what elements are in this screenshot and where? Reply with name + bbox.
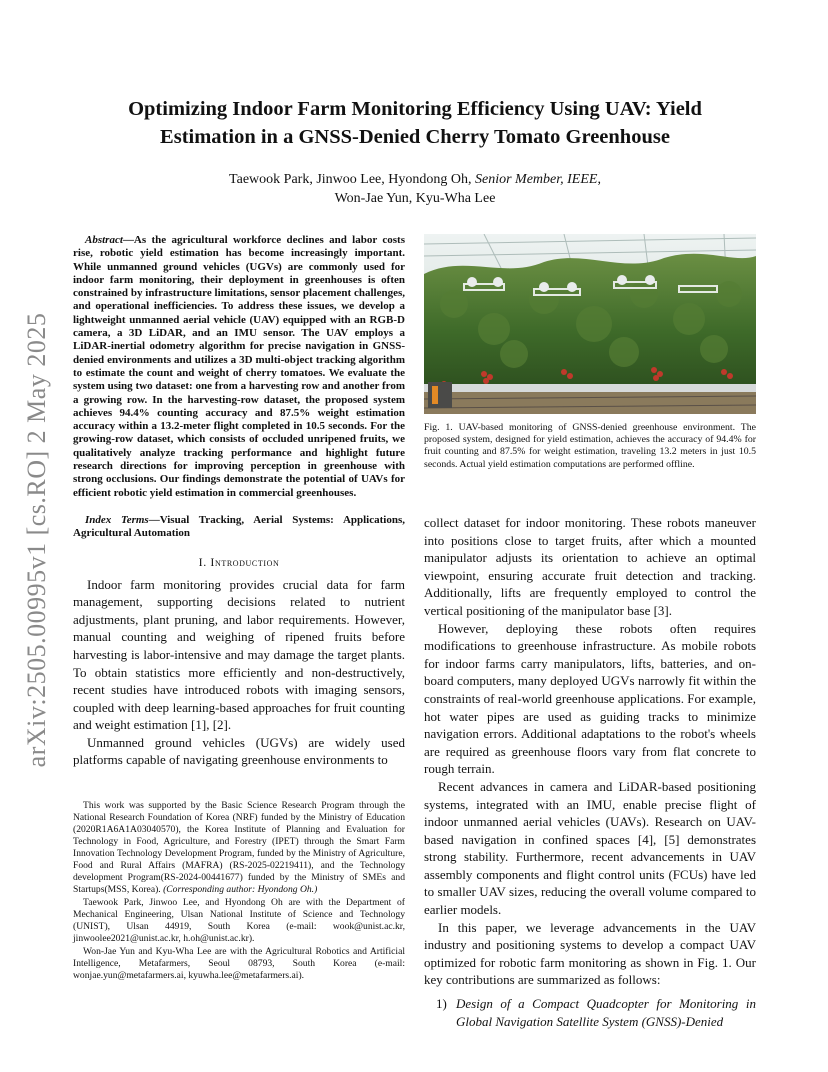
section-heading-introduction: I. Introduction [198,554,280,569]
right-paragraph-3: Recent advances in camera and LiDAR-based positioning systems, integrated with an IMU, enable precise flight of indoor unmanned aerial vehicles (UAVs). Research on UAV-based navigation in confined spaces [4], [5] demonstrates strong stability. Furthermore, recent advancements in UAV assembly components and flight control units (FCUs) have led to smaller UAV sizes, reducing the overall volume compared to earlier models. [424,778,756,918]
footnote-funding-text: This work was supported by the Basic Science Research Program through the National Research Foundation of Korea (NRF) funded by the Ministry of Education (2020R1A6A1A03040570), the Korea Institute of Planning and Evaluation for Technology in Food, Agriculture, and Forestry (IPET) through the Smart Farm Innovation Technology Development Program, funded by the Ministry of Agriculture, Food and Rural Affairs (MAFRA) (RS-2025-02219411), and the Technology development Program(RS-2024-00441677) funded by the Ministry of SMEs and Startups(MSS, Korea). [73,800,405,895]
footnote-corresponding: (Corresponding author: Hyondong Oh.) [163,884,318,895]
author-block [120,170,710,208]
right-body-text [424,514,756,1030]
intro-paragraph-1: Indoor farm monitoring provides crucial data for farm management, supporting decisions related to nutrient adjustments, plant pruning, and labor requirements. However, manual counting and weighing of ripened fruits before harvesting is labor-intensive and may damage the target plants. To obtain statistics more efficiently and non-destructively, recent studies have introduced robots with imaging sensors, coupled with deep learning-based approaches for fruit counting and weight estimation [1], [2]. [73,576,405,733]
index-terms-text: Visual Tracking, Aerial Systems: Applications, Agricultural Automation [73,513,405,540]
abstract [73,234,405,500]
abstract-label: Abstract [85,234,123,246]
footnote-affiliation-metafarmers: Won-Jae Yun and Kyu-Wha Lee are with the Agricultural Robotics and Artificial Intelligence, Metafarmers, Seoul 08793, South Korea (e-mail: wonjae.yun@metafarmers.ai, kyuwha.lee@metafarmers.ai). [73,946,405,981]
figure-caption [424,422,756,471]
figure-greenhouse-uav-photo [424,234,756,414]
right-paragraph-1: collect dataset for indoor monitoring. These robots maneuver into positions close to target fruits, after which a mounted manipulator adjusts its orientation to achieve an optimal viewpoint, ensuring accurate fruit detection and tracking. Additionally, lifts are frequently employed to control the vertical positioning of the manipulator base [3]. [424,515,756,618]
list-item-1-number: 1) [436,996,447,1012]
author-role: Senior Member, IEEE [474,172,598,187]
contribution-list-item-1 [424,995,756,1030]
list-item-1-text: Design of a Compact Quadcopter for Monitoring in Global Navigation Satellite System (GNSS)-Denied [456,996,756,1029]
author-line-1 [120,170,710,189]
index-terms [73,514,405,541]
abstract-dash: — [122,234,134,246]
title-line-2: Estimation in a GNSS-Denied Cherry Tomato Greenhouse [160,126,670,148]
footnote-funding [73,800,405,896]
footnotes [73,800,405,983]
right-paragraph-2: However, deploying these robots often requires modifications to greenhouse infrastructure. As mobile robots for indoor farms carry manipulators, lifts, batteries, and on-board computers, many deployed UGVs narrowly fit within the constraints of real-world greenhouse applications. For example, hot water pipes are used as guiding tracks to minimize navigation errors. Additional adaptations to the robot's wheels are required as greenhouse floors vary from flat concrete to rough terrain. [424,620,756,777]
author-line-2: Won-Jae Yun, Kyu-Wha Lee [334,191,496,206]
figure-caption-label: Fig. 1. [424,422,453,433]
paper-title [70,95,760,151]
right-paragraph-4: In this paper, we leverage advancements in the UAV industry and positioning systems to develop a compact UAV optimized for robotic farm monitoring as shown in Fig. 1. Our key contributions are summarized as follows: [424,919,756,988]
arxiv-stamp: arXiv:2505.00995v1 [cs.RO] 2 May 2025 [22,312,51,768]
title-line-1: Optimizing Indoor Farm Monitoring Efficiency Using UAV: Yield [128,98,702,120]
index-terms-label: Index Terms [85,513,149,526]
right-column [424,234,756,1029]
left-column [73,234,405,769]
author-names-1: Taewook Park, Jinwoo Lee, Hyondong Oh, [229,172,472,187]
index-terms-dash: — [148,513,160,526]
footnote-affiliation-unist: Taewook Park, Jinwoo Lee, and Hyondong Oh are with the Department of Mechanical Engineering, Ulsan National Institute of Science and Technology (UNIST), Ulsan 44919, South Korea (e-mail: wook@unist.ac.kr, jinwoolee2021@unist.ac.kr, h.oh@unist.ac.kr). [73,897,405,944]
intro-paragraph-2: Unmanned ground vehicles (UGVs) are widely used platforms capable of navigating greenhouse environments to [73,734,405,768]
greenhouse-photo-illustration [424,234,756,414]
abstract-text: As the agricultural workforce declines and labor costs rise, robotic yield estimation has become increasingly important. While unmanned ground vehicles (UGVs) are commonly used for indoor farm monitoring, their deployment in greenhouses is often constrained by infrastructure limitations, sensor placement challenges, and operational inefficiencies. To address these issues, we develop a lightweight unmanned aerial vehicle (UAV) equipped with an RGB-D camera, a 3D LiDAR, and an IMU sensor. The UAV employs a LiDAR-inertial odometry algorithm for precise navigation in GNSS-denied environments and utilizes a 3D multi-object tracking algorithm to estimate the count and weight of cherry tomatoes. We evaluate the system using two dataset: one from a harvesting row and another from a growing row. In the harvesting-row dataset, the proposed system achieves 94.4% counting accuracy and 87.5% weight estimation accuracy within a 13.2-meter flight completed in 10.5 seconds. For the growing-row dataset, which consists of occluded unripened fruits, we qualitatively analyze tracking performance and highlight future research directions for improving perception in greenhouse with strong occlusions. Our findings demonstrate the potential of UAVs for efficient robotic yield estimation in commercial greenhouses. [73,234,405,499]
author-line-1-tail: , [597,172,601,187]
figure-caption-text: UAV-based monitoring of GNSS-denied greenhouse environment. The proposed system, designed for yield estimation, achieves the accuracy of 94.4% for fruit counting and 87.5% for weight estimation, traveling 13.2 meters in just 10.5 seconds. Actual yield estimation computations are performed offline. [424,422,756,470]
